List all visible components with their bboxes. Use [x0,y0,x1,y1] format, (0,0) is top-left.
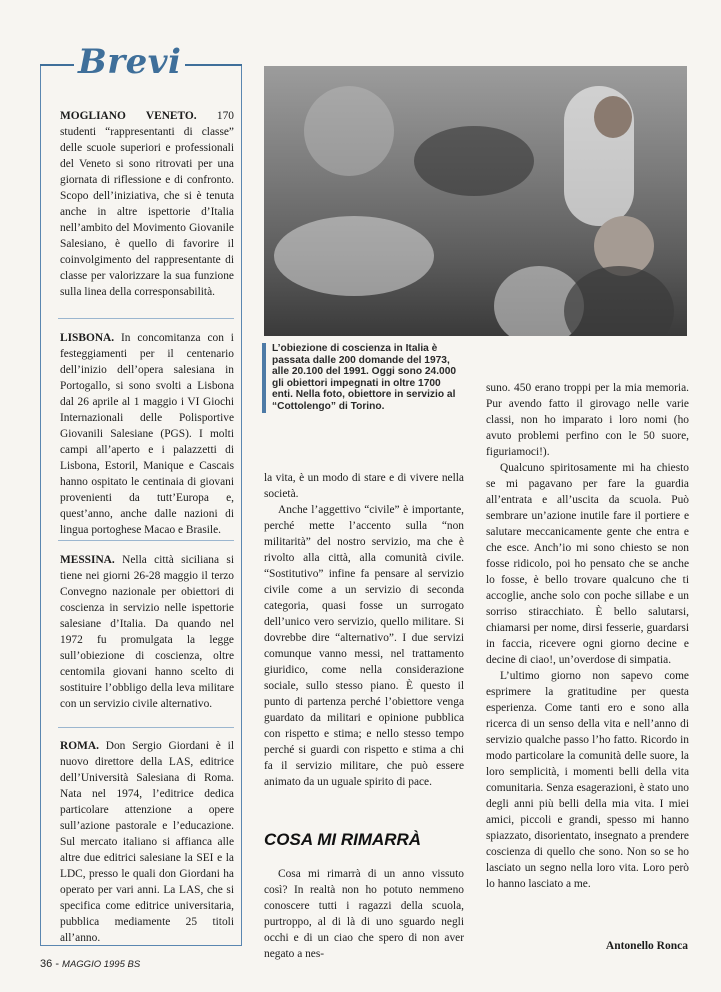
brief-item [60,330,234,538]
article-column-2-section [264,866,464,962]
article-paragraph: Qualcuno spiritosamente mi ha chiesto se mi pagavano per fare la guardia all’entrata e all’uscita da scuola. Può sembrare un’azione inutile fare il portiere e salutare meccanicamente gente che entra e che esce. Anch’io mi sono chiesto se non fosse ridicolo, poi ho pensato che se anche lo fosse, è bello trovare qualcuno che ti accoglie, anche solo con poche sillabe e un sorriso stiracchiato. È bello salutarsi, chiamarsi per nome, dirsi fesserie, guardarsi in faccia, ricevere ogni giorno decine e decine di ciao!, un’overdose di simpatia. [486,462,689,666]
brief-city: LISBONA. [60,332,115,344]
brief-text: Nella città siciliana si tiene nei giorni 26-28 maggio il terzo Convegno nazionale per obiettori di coscienza in servizio nelle ispettorie salesiane d’Italia. Da quando nel 1972 fu promulgata la legge sull’obiezione di coscienza, oltre centomila giovani hanno scelto di sostituire l’obbligo della leva militare con un servizio civile alternativo. [60,554,234,710]
brief-city: MESSINA. [60,554,115,566]
brief-text: Don Sergio Giordani è il nuovo direttore della LAS, editrice dell’Università Salesiana di Roma. Nata nel 1974, l’editrice dedica particolare attenzione a opere sull’azione pastorale e l’educazione. Sul mercato italiano si affianca alle altre due editrici salesiane la SEI e la LDC, presso le quali don Giordani ha operato per vari anni. La LAS, che si specifica come editrice universitaria, pubblica mediamente 25 titoli all’anno. [60,740,234,944]
brief-city: MOGLIANO VENETO. [60,110,197,122]
article-column-3 [486,380,689,892]
author-signature: Antonello Ronca [605,940,688,952]
photo-caption: L’obiezione di coscienza in Italia è passata dalle 200 domande del 1973, alle 20.100 del 1991. Oggi sono 24.000 gli obiettori impegnati in oltre 1700 enti. Nella foto, obiettore in servizio al “Cottolengo” di Torino. [262,343,460,413]
brief-text: 170 studenti “rappresentanti di classe” delle scuole superiori e professionali del Veneto si sono ritrovati per una giornata di riflessione e di confronto. Scopo dell’iniziativa, che si è tenuta anche in altre ispettorie d’Italia nell’ambito del Movimento Giovanile Salesiano, è quello di favorire il coinvolgimento del rappresentante di classe per valorizzare la sua funzione sulla linea della corresponsabilità. [60,110,234,298]
brief-item [60,552,234,712]
brief-item [60,108,234,300]
sidebar-title: Brevi [74,42,185,82]
article-paragraph: Anche l’aggettivo “civile” è importante, perché mette l’accento sulla “non militarità” del nostro servizio, ma che è rivolto alla città, alla comunità civile. “Sostitutivo” infine fa pensare al servizio civile come a un servizio di seconda categoria, quasi fosse un surrogato dell’unico vero servizio, quello militare. Si dovrebbe dire “alternativo”. I due servizi comunque vanno messi, nel trattamento giuridico, come nella considerazione sociale, sullo stesso piano. È questo il punto di partenza perché l’obiettore venga guardato da militari e opinione pubblica con rispetto e stima; e nello stesso tempo perché si guardi con rispetto e stima a chi fa il servizio militare, che può essere animato da un uguale spirito di pace. [264,504,464,788]
brief-divider [58,540,234,541]
brief-text: In concomitanza con i festeggiamenti per il centenario dell’inizio dell’opera salesiana in Portogallo, si sono svolti a Lisbona dal 26 aprile al 1 maggio i VI Giochi Internazionali delle Polisportive Giovanili Salesiane (PGS). I molti campi all’aperto e i palazzetti di Lisbona, Estoril, Manique e Cascais hanno ospitato le centinaia di giovani provenienti da tutt’Europa e, quest’anno, anche dalle nazioni di lingua portoghese Macao e Brasile. [60,332,234,536]
brief-item [60,738,234,946]
footer-separator: - [55,958,59,970]
brief-divider [58,727,234,728]
article-photo [264,66,687,336]
article-column-2 [264,470,464,790]
page-footer [40,958,140,970]
article-paragraph: Cosa mi rimarrà di un anno vissuto così? In realtà non ho potuto nemmeno conoscere tutti i ragazzi della scuola, purtroppo, al di là di uno sguardo negli occhi e di un ciao che spero di non aver negato a nes- [264,868,464,960]
brief-city: ROMA. [60,740,99,752]
article-paragraph: suno. 450 erano troppi per la mia memoria. Pur avendo fatto il girovago nelle varie classi, non ho imparato i loro nomi (ho avuto problemi perfino con le 50 suore, figuriamoci!). [486,382,689,458]
article-paragraph: L’ultimo giorno non sapevo come esprimere la gratitudine per questa esperienza. Come tanti ero e sono alla ricerca di un senso della vita e nell’anno di servizio qualche passo l’ho fatto. Ricordo in modo particolare la comunità delle suore, la loro semplicità, i momenti belli della vita comunitaria. Senza esagerazioni, è stato uno degli anni più belli della mia vita. I miei amici, piccoli e grandi, spesso mi hanno spiazzato, disorientato, insegnato a prendere coscienza di quello che sono. Non so se ho lasciato un segno nella loro vita. Loro però lo hanno lasciato a me. [486,670,689,890]
article-paragraph: la vita, è un modo di stare e di vivere nella società. [264,472,464,500]
issue-label: MAGGIO 1995 BS [62,959,141,970]
page-number: 36 [40,958,53,970]
section-title: COSA MI RIMARRÀ [264,830,422,849]
brief-divider [58,318,234,319]
